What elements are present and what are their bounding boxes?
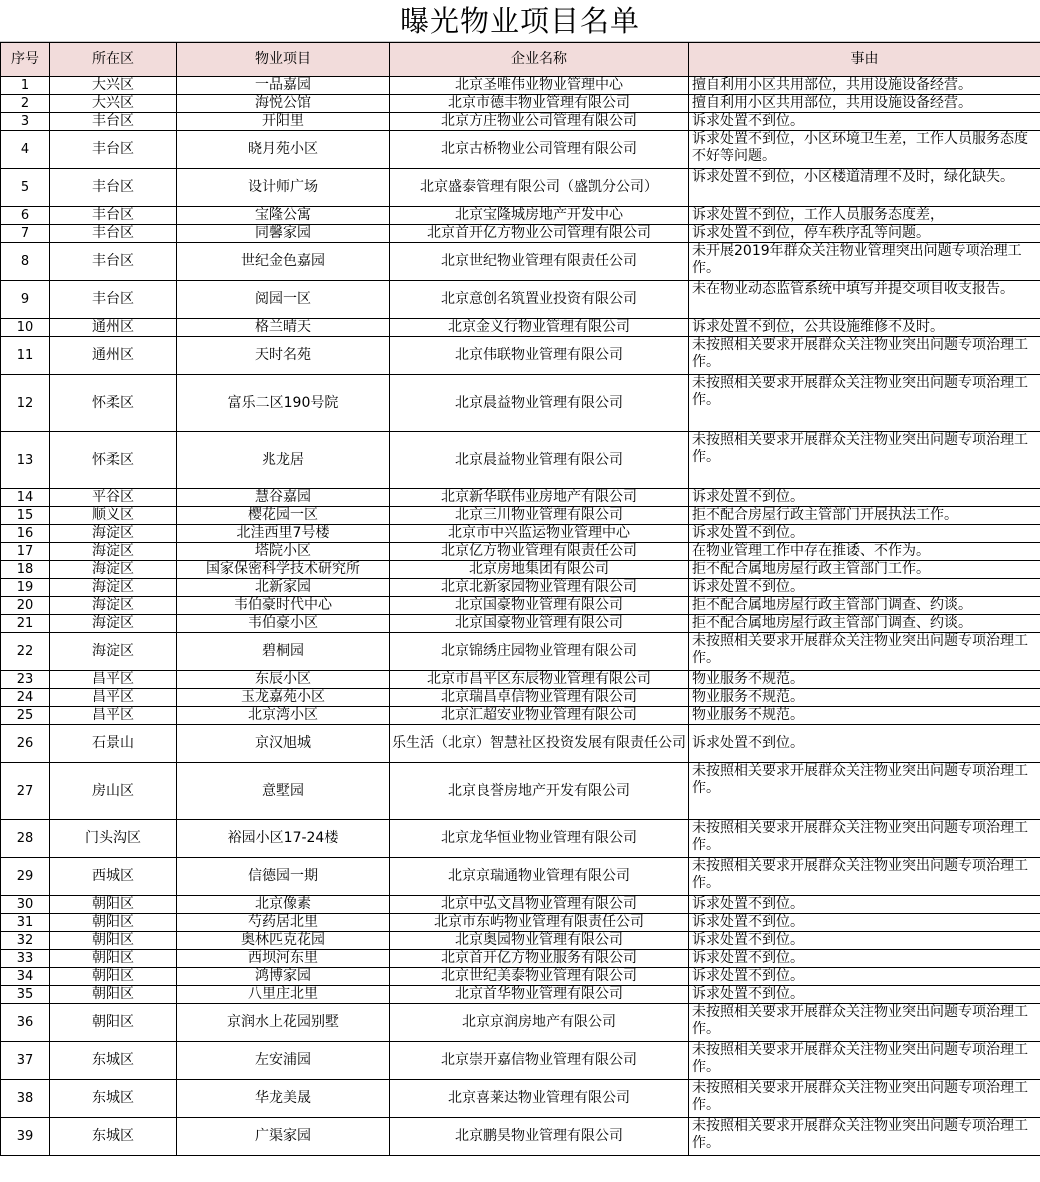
cell-reason: 未按照相关要求开展群众关注物业突出问题专项治理工作。	[689, 1118, 1040, 1156]
cell-project: 左安浦园	[177, 1042, 390, 1080]
cell-district: 大兴区	[50, 77, 177, 95]
cell-district: 东城区	[50, 1042, 177, 1080]
cell-project: 玉龙嘉苑小区	[177, 689, 390, 707]
cell-no: 6	[1, 207, 50, 225]
cell-reason: 诉求处置不到位。	[689, 579, 1040, 597]
cell-reason: 诉求处置不到位。	[689, 968, 1040, 986]
cell-district: 朝阳区	[50, 968, 177, 986]
cell-project: 八里庄北里	[177, 986, 390, 1004]
cell-project: 兆龙居	[177, 432, 390, 489]
cell-no: 26	[1, 725, 50, 763]
cell-project: 裕园小区17-24楼	[177, 820, 390, 858]
cell-no: 3	[1, 113, 50, 131]
cell-company: 北京崇开嘉信物业管理有限公司	[390, 1042, 689, 1080]
cell-reason: 未按照相关要求开展群众关注物业突出问题专项治理工作。	[689, 763, 1040, 820]
cell-reason: 诉求处置不到位，停车秩序乱等问题。	[689, 225, 1040, 243]
cell-reason: 在物业管理工作中存在推诿、不作为。	[689, 543, 1040, 561]
cell-company: 北京首华物业管理有限公司	[390, 986, 689, 1004]
cell-company: 北京北新家园物业管理有限公司	[390, 579, 689, 597]
cell-no: 7	[1, 225, 50, 243]
cell-no: 17	[1, 543, 50, 561]
cell-district: 怀柔区	[50, 432, 177, 489]
cell-no: 33	[1, 950, 50, 968]
cell-reason: 诉求处置不到位。	[689, 932, 1040, 950]
cell-project: 芍药居北里	[177, 914, 390, 932]
table-row	[1, 1042, 1040, 1080]
table-row	[1, 950, 1040, 968]
table-row	[1, 337, 1040, 375]
cell-project: 世纪金色嘉园	[177, 243, 390, 281]
cell-reason: 擅自利用小区共用部位，共用设施设备经营。	[689, 77, 1040, 95]
cell-no: 11	[1, 337, 50, 375]
cell-district: 东城区	[50, 1080, 177, 1118]
table-row	[1, 968, 1040, 986]
cell-company: 北京晨益物业管理有限公司	[390, 432, 689, 489]
header-project: 物业项目	[177, 43, 390, 77]
cell-company: 北京锦绣庄园物业管理有限公司	[390, 633, 689, 671]
cell-reason: 诉求处置不到位，工作人员服务态度差，	[689, 207, 1040, 225]
table-row	[1, 1080, 1040, 1118]
cell-no: 9	[1, 281, 50, 319]
table-row	[1, 1004, 1040, 1042]
cell-project: 北京湾小区	[177, 707, 390, 725]
table-row	[1, 319, 1040, 337]
cell-project: 天时名苑	[177, 337, 390, 375]
cell-company: 北京市昌平区东辰物业管理有限公司	[390, 671, 689, 689]
cell-reason: 擅自利用小区共用部位，共用设施设备经营。	[689, 95, 1040, 113]
cell-district: 大兴区	[50, 95, 177, 113]
page-title: 曝光物业项目名单	[0, 0, 1040, 42]
cell-reason: 诉求处置不到位。	[689, 914, 1040, 932]
cell-project: 广渠家园	[177, 1118, 390, 1156]
cell-no: 19	[1, 579, 50, 597]
cell-district: 朝阳区	[50, 986, 177, 1004]
table-row	[1, 858, 1040, 896]
cell-project: 北新家园	[177, 579, 390, 597]
cell-no: 35	[1, 986, 50, 1004]
cell-district: 丰台区	[50, 281, 177, 319]
cell-project: 开阳里	[177, 113, 390, 131]
cell-no: 36	[1, 1004, 50, 1042]
cell-project: 北京像素	[177, 896, 390, 914]
cell-project: 华龙美晟	[177, 1080, 390, 1118]
cell-reason: 物业服务不规范。	[689, 671, 1040, 689]
cell-no: 23	[1, 671, 50, 689]
cell-district: 顺义区	[50, 507, 177, 525]
cell-project: 京汉旭城	[177, 725, 390, 763]
cell-project: 晓月苑小区	[177, 131, 390, 169]
cell-district: 海淀区	[50, 579, 177, 597]
table-row	[1, 914, 1040, 932]
cell-no: 25	[1, 707, 50, 725]
cell-district: 门头沟区	[50, 820, 177, 858]
header-district: 所在区	[50, 43, 177, 77]
cell-district: 丰台区	[50, 113, 177, 131]
cell-project: 意墅园	[177, 763, 390, 820]
table-row	[1, 561, 1040, 579]
cell-company: 北京鹏昊物业管理有限公司	[390, 1118, 689, 1156]
cell-company: 北京良誉房地产开发有限公司	[390, 763, 689, 820]
cell-company: 北京京润房地产有限公司	[390, 1004, 689, 1042]
cell-company: 北京首开亿方物业服务有限公司	[390, 950, 689, 968]
cell-district: 丰台区	[50, 169, 177, 207]
cell-project: 东辰小区	[177, 671, 390, 689]
table-row	[1, 725, 1040, 763]
table-row	[1, 525, 1040, 543]
cell-district: 平谷区	[50, 489, 177, 507]
cell-district: 朝阳区	[50, 914, 177, 932]
cell-company: 北京三川物业管理有限公司	[390, 507, 689, 525]
cell-project: 一品嘉园	[177, 77, 390, 95]
table-row	[1, 615, 1040, 633]
table-row	[1, 169, 1040, 207]
table-row	[1, 77, 1040, 95]
cell-reason: 未按照相关要求开展群众关注物业突出问题专项治理工作。	[689, 858, 1040, 896]
cell-no: 32	[1, 932, 50, 950]
table-row	[1, 597, 1040, 615]
cell-reason: 未按照相关要求开展群众关注物业突出问题专项治理工作。	[689, 820, 1040, 858]
cell-no: 38	[1, 1080, 50, 1118]
cell-project: 樱花园一区	[177, 507, 390, 525]
cell-project: 设计师广场	[177, 169, 390, 207]
cell-no: 37	[1, 1042, 50, 1080]
cell-project: 格兰晴天	[177, 319, 390, 337]
cell-district: 西城区	[50, 858, 177, 896]
cell-project: 同馨家园	[177, 225, 390, 243]
cell-no: 2	[1, 95, 50, 113]
cell-company: 北京亿方物业管理有限责任公司	[390, 543, 689, 561]
cell-company: 北京国豪物业管理有限公司	[390, 597, 689, 615]
cell-company: 北京瑞昌卓信物业管理有限公司	[390, 689, 689, 707]
header-no: 序号	[1, 43, 50, 77]
cell-district: 石景山	[50, 725, 177, 763]
cell-reason: 拒不配合属地房屋行政主管部门工作。	[689, 561, 1040, 579]
cell-project: 京润水上花园别墅	[177, 1004, 390, 1042]
cell-project: 海悦公馆	[177, 95, 390, 113]
table-row	[1, 489, 1040, 507]
cell-reason: 未按照相关要求开展群众关注物业突出问题专项治理工作。	[689, 432, 1040, 489]
cell-reason: 诉求处置不到位，小区环境卫生差，工作人员服务态度不好等问题。	[689, 131, 1040, 169]
cell-district: 怀柔区	[50, 375, 177, 432]
cell-reason: 未按照相关要求开展群众关注物业突出问题专项治理工作。	[689, 1004, 1040, 1042]
cell-reason: 诉求处置不到位。	[689, 896, 1040, 914]
table-row	[1, 707, 1040, 725]
cell-no: 34	[1, 968, 50, 986]
cell-district: 丰台区	[50, 131, 177, 169]
cell-company: 北京宝隆城房地产开发中心	[390, 207, 689, 225]
cell-no: 30	[1, 896, 50, 914]
header-reason: 事由	[689, 43, 1040, 77]
cell-reason: 未按照相关要求开展群众关注物业突出问题专项治理工作。	[689, 375, 1040, 432]
cell-district: 朝阳区	[50, 932, 177, 950]
cell-company: 北京圣唯伟业物业管理中心	[390, 77, 689, 95]
cell-company: 北京国豪物业管理有限公司	[390, 615, 689, 633]
table-row	[1, 432, 1040, 489]
cell-company: 北京金义行物业管理有限公司	[390, 319, 689, 337]
cell-reason: 未按照相关要求开展群众关注物业突出问题专项治理工作。	[689, 1080, 1040, 1118]
cell-reason: 未按照相关要求开展群众关注物业突出问题专项治理工作。	[689, 633, 1040, 671]
cell-district: 朝阳区	[50, 896, 177, 914]
cell-no: 22	[1, 633, 50, 671]
cell-company: 北京意创名筑置业投资有限公司	[390, 281, 689, 319]
cell-reason: 诉求处置不到位。	[689, 950, 1040, 968]
table-row	[1, 207, 1040, 225]
cell-project: 碧桐园	[177, 633, 390, 671]
cell-project: 阅园一区	[177, 281, 390, 319]
cell-no: 10	[1, 319, 50, 337]
cell-project: 富乐二区190号院	[177, 375, 390, 432]
cell-district: 海淀区	[50, 561, 177, 579]
cell-district: 丰台区	[50, 225, 177, 243]
cell-district: 海淀区	[50, 597, 177, 615]
cell-reason: 诉求处置不到位。	[689, 525, 1040, 543]
cell-no: 5	[1, 169, 50, 207]
cell-project: 塔院小区	[177, 543, 390, 561]
cell-district: 海淀区	[50, 615, 177, 633]
cell-reason: 诉求处置不到位，公共设施维修不及时。	[689, 319, 1040, 337]
cell-company: 北京首开亿方物业公司管理有限公司	[390, 225, 689, 243]
cell-district: 朝阳区	[50, 1004, 177, 1042]
cell-company: 北京喜莱达物业管理有限公司	[390, 1080, 689, 1118]
cell-no: 1	[1, 77, 50, 95]
cell-reason: 诉求处置不到位。	[689, 113, 1040, 131]
cell-company: 北京方庄物业公司管理有限公司	[390, 113, 689, 131]
cell-reason: 拒不配合属地房屋行政主管部门调查、约谈。	[689, 597, 1040, 615]
cell-no: 18	[1, 561, 50, 579]
table-row	[1, 932, 1040, 950]
cell-company: 北京盛泰管理有限公司（盛凯分公司）	[390, 169, 689, 207]
cell-reason: 未按照相关要求开展群众关注物业突出问题专项治理工作。	[689, 1042, 1040, 1080]
table-row	[1, 671, 1040, 689]
exposure-list-table	[0, 42, 1040, 1156]
cell-reason: 诉求处置不到位。	[689, 986, 1040, 1004]
table-row	[1, 113, 1040, 131]
table-row	[1, 507, 1040, 525]
cell-district: 海淀区	[50, 633, 177, 671]
table-row	[1, 375, 1040, 432]
cell-district: 海淀区	[50, 543, 177, 561]
cell-no: 4	[1, 131, 50, 169]
cell-company: 北京市德丰物业管理有限公司	[390, 95, 689, 113]
cell-district: 昌平区	[50, 707, 177, 725]
cell-company: 北京奥园物业管理有限公司	[390, 932, 689, 950]
cell-no: 29	[1, 858, 50, 896]
cell-no: 21	[1, 615, 50, 633]
cell-reason: 未开展2019年群众关注物业管理突出问题专项治理工作。	[689, 243, 1040, 281]
table-row	[1, 225, 1040, 243]
table-row	[1, 579, 1040, 597]
cell-project: 鸿博家园	[177, 968, 390, 986]
cell-no: 13	[1, 432, 50, 489]
cell-no: 12	[1, 375, 50, 432]
cell-project: 西坝河东里	[177, 950, 390, 968]
cell-company: 北京中弘文昌物业管理有限公司	[390, 896, 689, 914]
table-row	[1, 986, 1040, 1004]
table-row	[1, 820, 1040, 858]
cell-district: 丰台区	[50, 207, 177, 225]
cell-company: 北京京瑞通物业管理有限公司	[390, 858, 689, 896]
cell-project: 慧谷嘉园	[177, 489, 390, 507]
cell-company: 北京世纪美泰物业管理有限公司	[390, 968, 689, 986]
cell-reason: 未按照相关要求开展群众关注物业突出问题专项治理工作。	[689, 337, 1040, 375]
cell-no: 15	[1, 507, 50, 525]
cell-company: 北京市东屿物业管理有限责任公司	[390, 914, 689, 932]
table-row	[1, 243, 1040, 281]
cell-no: 39	[1, 1118, 50, 1156]
cell-no: 20	[1, 597, 50, 615]
cell-reason: 拒不配合属地房屋行政主管部门调查、约谈。	[689, 615, 1040, 633]
cell-district: 朝阳区	[50, 950, 177, 968]
table-header-row	[1, 43, 1040, 77]
cell-project: 韦伯豪时代中心	[177, 597, 390, 615]
cell-no: 27	[1, 763, 50, 820]
cell-reason: 诉求处置不到位。	[689, 725, 1040, 763]
cell-no: 28	[1, 820, 50, 858]
table-row	[1, 896, 1040, 914]
cell-no: 16	[1, 525, 50, 543]
cell-reason: 诉求处置不到位。	[689, 489, 1040, 507]
cell-district: 昌平区	[50, 689, 177, 707]
cell-district: 海淀区	[50, 525, 177, 543]
cell-company: 北京市中兴监运物业管理中心	[390, 525, 689, 543]
table-row	[1, 131, 1040, 169]
table-row	[1, 1118, 1040, 1156]
cell-company: 北京世纪物业管理有限责任公司	[390, 243, 689, 281]
cell-reason: 诉求处置不到位，小区楼道清理不及时，绿化缺失。	[689, 169, 1040, 207]
cell-company: 北京房地集团有限公司	[390, 561, 689, 579]
table-row	[1, 633, 1040, 671]
table-row	[1, 689, 1040, 707]
cell-district: 昌平区	[50, 671, 177, 689]
cell-company: 北京伟联物业管理有限公司	[390, 337, 689, 375]
cell-project: 韦伯豪小区	[177, 615, 390, 633]
cell-company: 北京汇超安业物业管理有限公司	[390, 707, 689, 725]
cell-project: 奥林匹克花园	[177, 932, 390, 950]
cell-district: 通州区	[50, 337, 177, 375]
cell-project: 北洼西里7号楼	[177, 525, 390, 543]
cell-no: 8	[1, 243, 50, 281]
cell-reason: 未在物业动态监管系统中填写并提交项目收支报告。	[689, 281, 1040, 319]
cell-company: 北京新华联伟业房地产有限公司	[390, 489, 689, 507]
cell-company: 北京龙华恒业物业管理有限公司	[390, 820, 689, 858]
cell-company: 北京古桥物业公司管理有限公司	[390, 131, 689, 169]
table-row	[1, 95, 1040, 113]
table-row	[1, 763, 1040, 820]
cell-project: 信德园一期	[177, 858, 390, 896]
cell-district: 丰台区	[50, 243, 177, 281]
cell-no: 31	[1, 914, 50, 932]
cell-company: 乐生活（北京）智慧社区投资发展有限责任公司	[390, 725, 689, 763]
cell-project: 宝隆公寓	[177, 207, 390, 225]
table-row	[1, 543, 1040, 561]
table-row	[1, 281, 1040, 319]
cell-reason: 拒不配合房屋行政主管部门开展执法工作。	[689, 507, 1040, 525]
cell-district: 通州区	[50, 319, 177, 337]
cell-no: 14	[1, 489, 50, 507]
cell-reason: 物业服务不规范。	[689, 689, 1040, 707]
cell-company: 北京晨益物业管理有限公司	[390, 375, 689, 432]
cell-district: 房山区	[50, 763, 177, 820]
header-company: 企业名称	[390, 43, 689, 77]
cell-reason: 物业服务不规范。	[689, 707, 1040, 725]
cell-project: 国家保密科学技术研究所	[177, 561, 390, 579]
cell-district: 东城区	[50, 1118, 177, 1156]
cell-no: 24	[1, 689, 50, 707]
